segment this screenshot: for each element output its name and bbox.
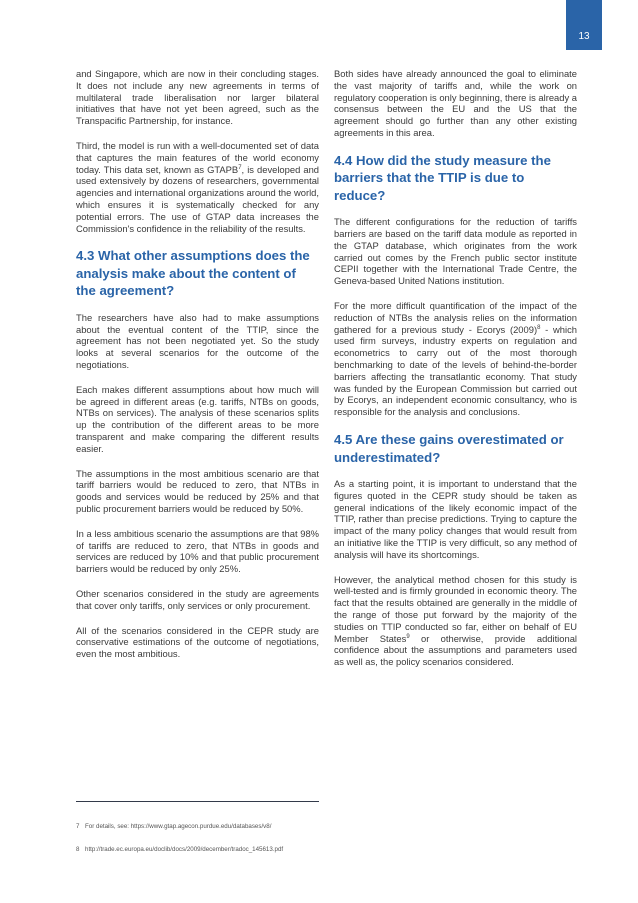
right-column — [334, 68, 577, 681]
paragraph: All of the scenarios considered in the CEPR study are conservative estimations of the outcome of negotiations, even the most ambitious. — [76, 624, 319, 660]
paragraph: and Singapore, which are now in their concluding stages. It does not include any new agreements in terms of multilateral trade liberalisation nor larger bilateral initiatives that have not yet been agreed, such as the Transpacific Partnership, for instance. — [76, 68, 319, 127]
footnote-ref-7[interactable]: 7 — [238, 164, 242, 171]
footnote-8 — [76, 846, 283, 854]
paragraph-ecorys: For the more difficult quantification of the impact of the reduction of NTBs the analysis relies on the information gathered for a previous study - Ecorys $(2009)^8$ - which used firm surveys, industry experts on regulation and econometrics to carry out of the most thorough benchmarking to date of the levels of behind-the-border barriers affecting the transatlantic economy. That study was funded by the European Commission but carried out by Ecorys, an independent economic consultancy, who is responsible for the analysis and conclusions. — [334, 300, 577, 418]
footnote-ref-8[interactable]: 8 — [537, 324, 541, 331]
footnote-link[interactable]: http://trade.ec.europa.eu/doclib/docs/2009/december/tradoc_145613.pdf — [85, 846, 284, 853]
paragraph: Each makes different assumptions about how much will be agreed in different areas (e.g. tariffs, NTBs on goods, NTBs on services). The analysis of these scenarios splits up the contribution of the different areas to be more transparent and make comparing the different results easier. — [76, 383, 319, 454]
paragraph: As a starting point, it is important to understand that the figures quoted in the CEPR study should be taken as general indications of the likely economic impact of the TTIP, rather than precise predictions. Trying to capture the impact of the many policy changes that would result from an initiative like the TTIP is very difficult, so any method of analysis will have its shortcomings. — [334, 478, 577, 560]
paragraph: The assumptions in the most ambitious scenario are that tariff barriers would be reduced to zero, that NTBs in goods and services would be reduced by 25% and that public procurement barriers would be reduced by 50%. — [76, 467, 319, 515]
section-heading-4-4: 4.4 How did the study measure the barriers that the TTIP is due to reduce? — [334, 152, 551, 203]
footnote-divider — [76, 801, 319, 802]
footnote-number: 8 — [76, 846, 80, 853]
page-number-badge — [566, 0, 602, 50]
page-number: 13 — [578, 31, 590, 42]
section-heading-4-3: 4.3 What other assumptions does the analysis make about the content of the agreement? — [76, 248, 310, 299]
footnote-number: 7 — [76, 823, 80, 830]
footnote-ref-9[interactable]: 9 — [406, 633, 410, 640]
left-column — [76, 68, 319, 673]
paragraph: In a less ambitious scenario the assumptions are that 98% of tariffs are reduced to zero, that NTBs in goods and services are reduced by 10% and that public procurement barriers would be reduced by only 25%. — [76, 527, 319, 575]
footnote-link[interactable]: For details, see: https://www.gtap.agecon.purdue.edu/databases/v8/ — [85, 823, 272, 830]
paragraph: Both sides have already announced the goal to eliminate the vast majority of tariffs and, while the work on regulatory cooperation is only beginning, there is already a consensus between the EU and the US that the agreement should go further than any other existing agreements in this area. — [334, 68, 577, 138]
paragraph: The researchers have also had to make assumptions about the eventual content of the TTIP, since the agreement has not been negotiated yet. So the study looks at several scenarios for the outcome of the negotiations. — [76, 311, 319, 371]
paragraph-gtap: Third, the model is run with a well-documented set of data that captures the main features of the world economy today. This data set, known as GTAPB$^7$, is developed and used extensively by dozens of researchers, governmental agencies and international organizations around the world, which ensures it is systematically checked for any potential errors. The use of GTAP data increases the Commission's confidence in the reliability of the results. — [76, 139, 319, 234]
paragraph: The different configurations for the reduction of tariffs barriers are based on the tariff data module as reported in the GTAP database, which originates from the work carried out comes by the French public sector institute CEPII together with the International Trade Centre, the Geneva-based United Nations institution. — [334, 216, 577, 287]
paragraph-method: However, the analytical method chosen for this study is well-tested and is firmly grounded in economic theory. The fact that the results obtained are generally in the middle of the range of those put forward by the majority of the studies on TTIP conducted so far, either on behalf of EU Member States$^9$ or otherwise, provide additional confidence about the assumptions and parameters used as well as, the policy scenarios considered. — [334, 573, 577, 668]
footnote-7 — [76, 823, 271, 831]
paragraph: Other scenarios considered in the study are agreements that cover only tariffs, only services or only procurement. — [76, 588, 319, 611]
section-heading-4-5: 4.5 Are these gains overestimated or underestimated? — [334, 432, 564, 465]
